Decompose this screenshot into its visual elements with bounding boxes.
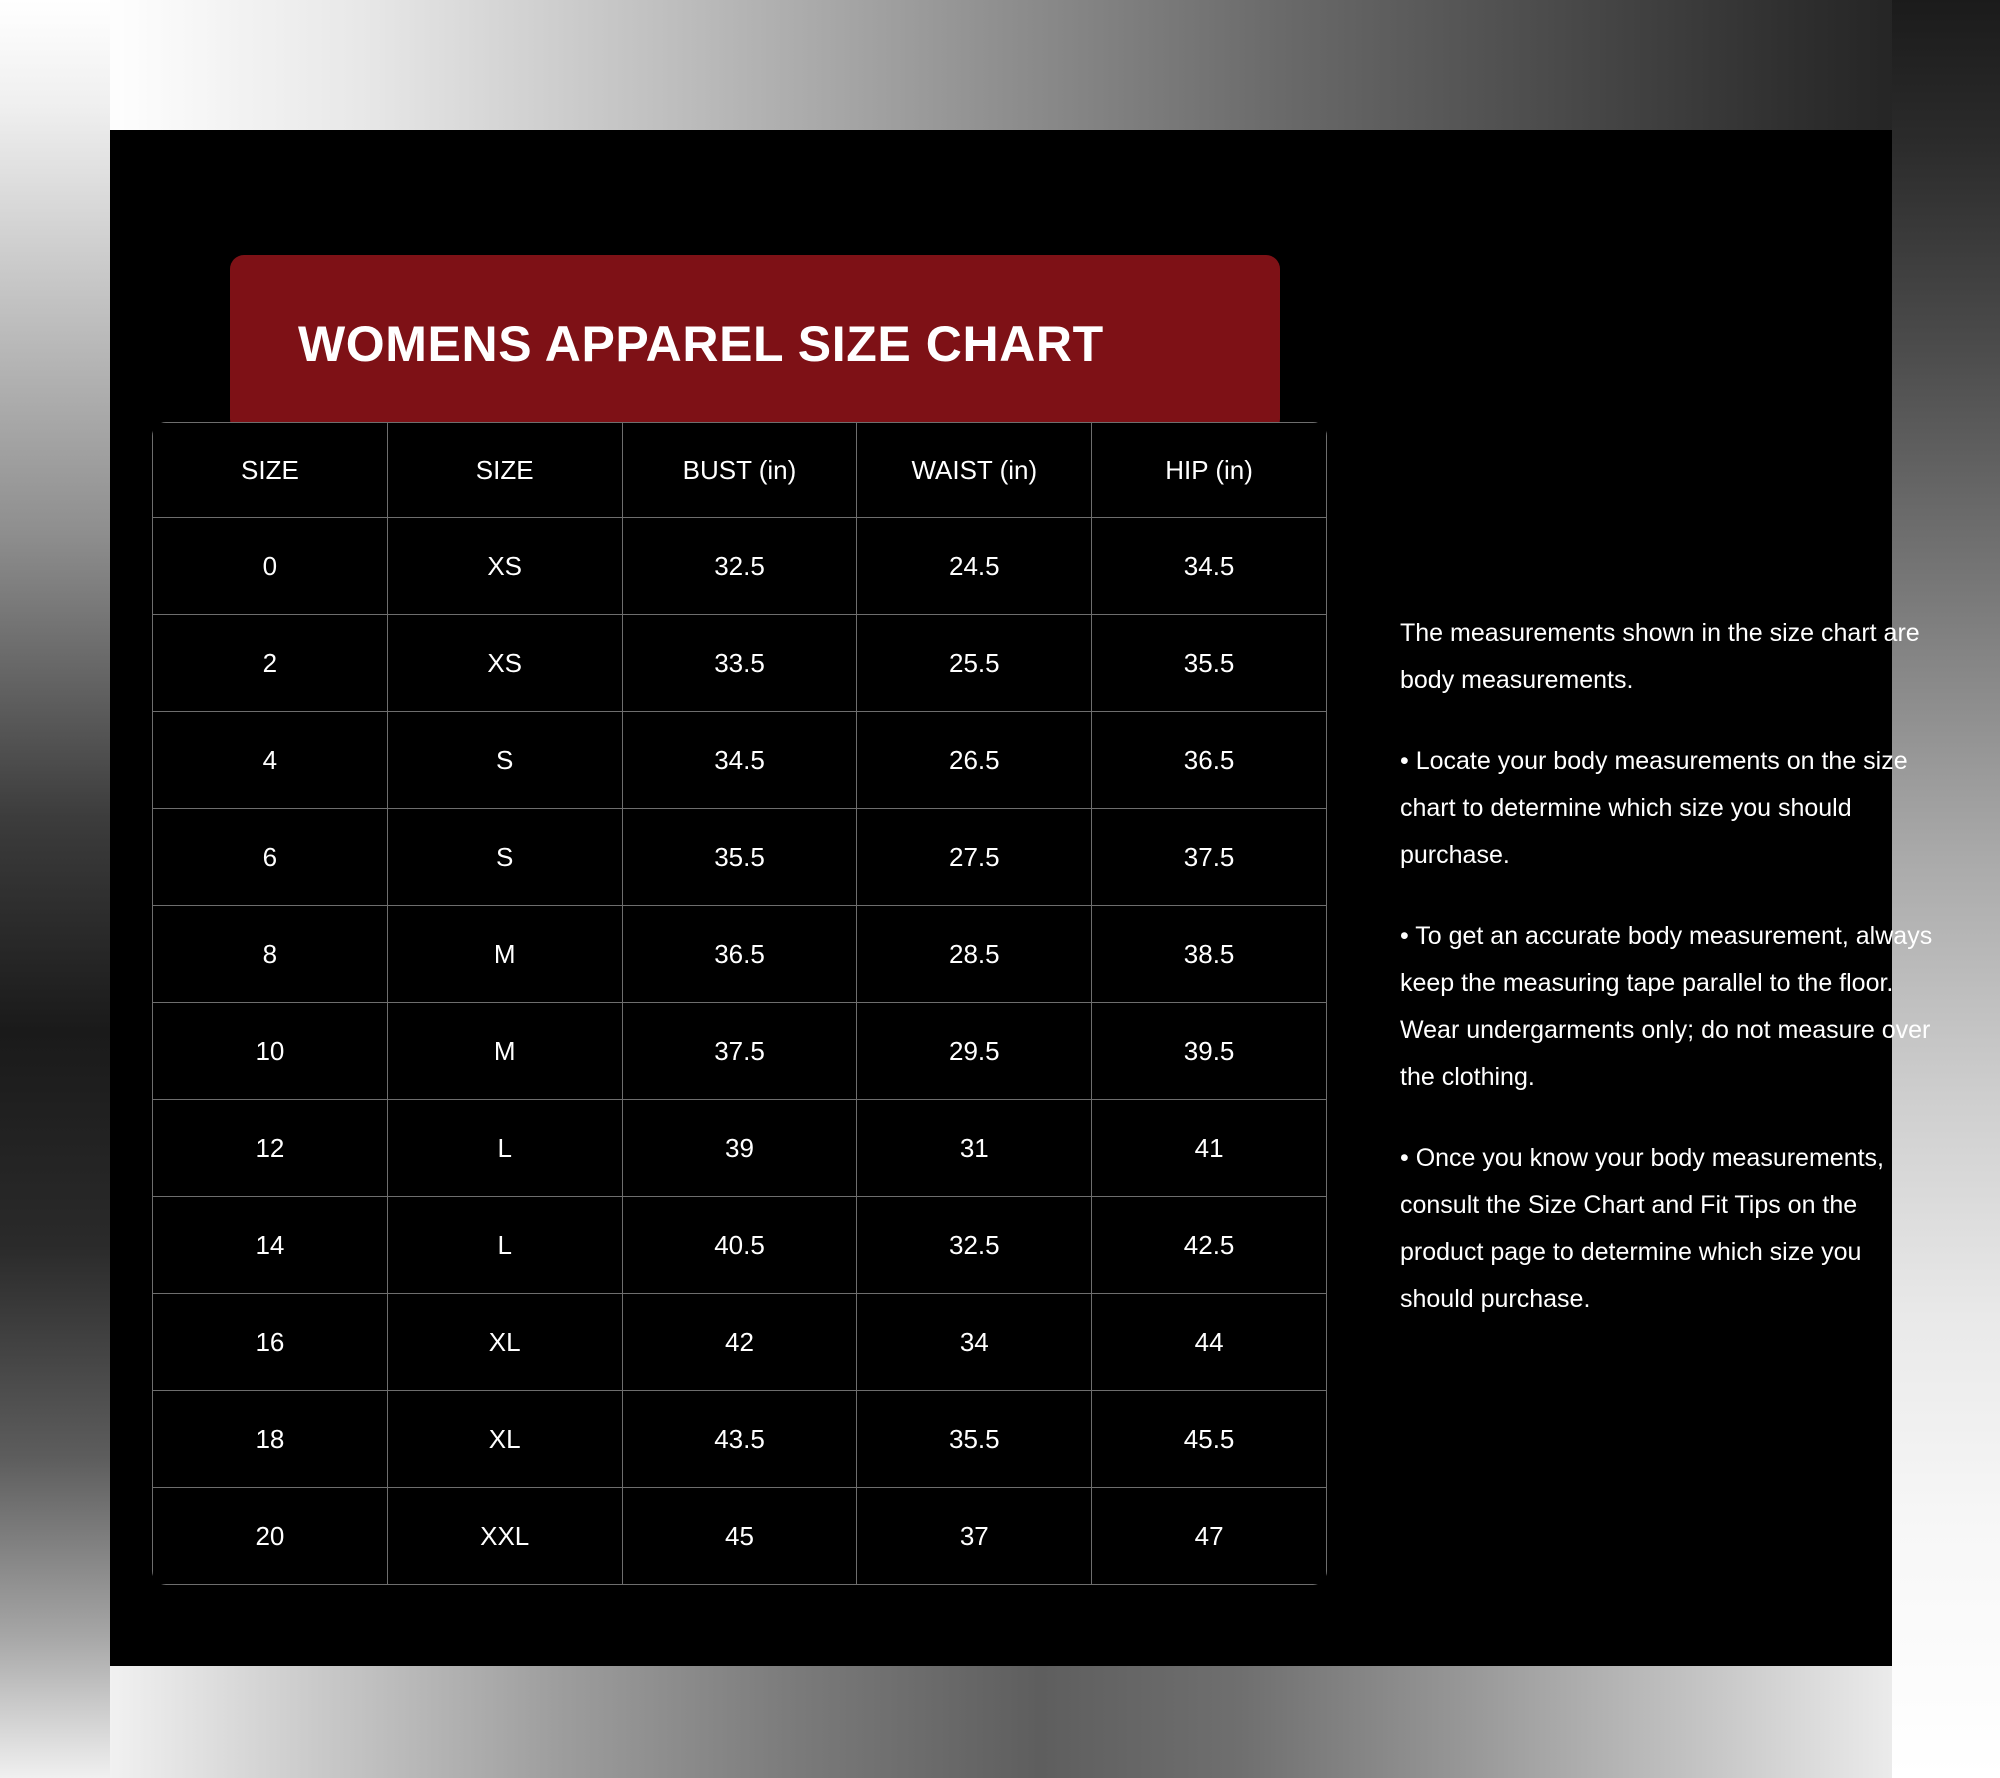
column-header-size-numeric: SIZE [153, 423, 388, 518]
cell-bust: 42 [622, 1294, 857, 1391]
table-row [153, 712, 1327, 809]
cell-size-alpha: XS [387, 615, 622, 712]
cell-hip: 41 [1092, 1100, 1327, 1197]
cell-size-numeric: 18 [153, 1391, 388, 1488]
table-row [153, 518, 1327, 615]
cell-waist: 29.5 [857, 1003, 1092, 1100]
cell-hip: 44 [1092, 1294, 1327, 1391]
cell-size-numeric: 0 [153, 518, 388, 615]
cell-waist: 26.5 [857, 712, 1092, 809]
cell-bust: 36.5 [622, 906, 857, 1003]
table-row [153, 809, 1327, 906]
cell-size-numeric: 4 [153, 712, 388, 809]
cell-size-numeric: 12 [153, 1100, 388, 1197]
cell-size-alpha: XS [387, 518, 622, 615]
cell-hip: 34.5 [1092, 518, 1327, 615]
cell-hip: 37.5 [1092, 809, 1327, 906]
cell-hip: 47 [1092, 1488, 1327, 1585]
cell-waist: 28.5 [857, 906, 1092, 1003]
chart-canvas [110, 130, 1933, 1666]
cell-size-alpha: S [387, 712, 622, 809]
table-row [153, 1100, 1327, 1197]
title-banner [230, 255, 1280, 433]
cell-waist: 32.5 [857, 1197, 1092, 1294]
cell-bust: 34.5 [622, 712, 857, 809]
table-row [153, 1294, 1327, 1391]
cell-waist: 25.5 [857, 615, 1092, 712]
cell-size-alpha: L [387, 1100, 622, 1197]
cell-size-numeric: 14 [153, 1197, 388, 1294]
column-header-waist: WAIST (in) [857, 423, 1092, 518]
cell-hip: 45.5 [1092, 1391, 1327, 1488]
size-chart-table [152, 422, 1327, 1585]
cell-bust: 35.5 [622, 809, 857, 906]
column-header-size-alpha: SIZE [387, 423, 622, 518]
cell-hip: 38.5 [1092, 906, 1327, 1003]
table-header-row [153, 423, 1327, 518]
cell-size-alpha: M [387, 906, 622, 1003]
cell-size-numeric: 6 [153, 809, 388, 906]
note-accurate: • To get an accurate body measurement, always keep the measuring tape parallel to the floor. Wear undergarments only; do not measure over the clothing. [1400, 922, 1933, 1091]
gradient-border-bottom [0, 1666, 2000, 1778]
measurement-notes [1400, 610, 1940, 1357]
table-row [153, 906, 1327, 1003]
cell-hip: 36.5 [1092, 712, 1327, 809]
cell-size-alpha: M [387, 1003, 622, 1100]
cell-waist: 37 [857, 1488, 1092, 1585]
cell-waist: 31 [857, 1100, 1092, 1197]
cell-waist: 35.5 [857, 1391, 1092, 1488]
cell-size-numeric: 10 [153, 1003, 388, 1100]
cell-size-alpha: XL [387, 1294, 622, 1391]
cell-hip: 42.5 [1092, 1197, 1327, 1294]
cell-size-alpha: L [387, 1197, 622, 1294]
cell-size-numeric: 2 [153, 615, 388, 712]
cell-size-alpha: XXL [387, 1488, 622, 1585]
page-title: WOMENS APPAREL SIZE CHART [298, 316, 1104, 372]
cell-size-numeric: 8 [153, 906, 388, 1003]
cell-size-alpha: S [387, 809, 622, 906]
column-header-bust: BUST (in) [622, 423, 857, 518]
cell-size-numeric: 16 [153, 1294, 388, 1391]
cell-size-numeric: 20 [153, 1488, 388, 1585]
note-locate: • Locate your body measurements on the size chart to determine which size you should purchase. [1400, 747, 1908, 869]
note-consult: • Once you know your body measurements, consult the Size Chart and Fit Tips on the product page to determine which size you should purchase. [1400, 1144, 1884, 1313]
table-row [153, 1391, 1327, 1488]
cell-waist: 27.5 [857, 809, 1092, 906]
cell-waist: 24.5 [857, 518, 1092, 615]
cell-bust: 37.5 [622, 1003, 857, 1100]
cell-hip: 39.5 [1092, 1003, 1327, 1100]
cell-hip: 35.5 [1092, 615, 1327, 712]
cell-waist: 34 [857, 1294, 1092, 1391]
cell-size-alpha: XL [387, 1391, 622, 1488]
cell-bust: 43.5 [622, 1391, 857, 1488]
table-row [153, 1003, 1327, 1100]
gradient-border-left [0, 0, 110, 1778]
gradient-border-top [0, 0, 2000, 130]
cell-bust: 45 [622, 1488, 857, 1585]
column-header-hip: HIP (in) [1092, 423, 1327, 518]
cell-bust: 33.5 [622, 615, 857, 712]
note-intro: The measurements shown in the size chart are body measurements. [1400, 619, 1920, 694]
cell-bust: 40.5 [622, 1197, 857, 1294]
cell-bust: 32.5 [622, 518, 857, 615]
table-row [153, 1197, 1327, 1294]
cell-bust: 39 [622, 1100, 857, 1197]
table-row [153, 615, 1327, 712]
table-row [153, 1488, 1327, 1585]
